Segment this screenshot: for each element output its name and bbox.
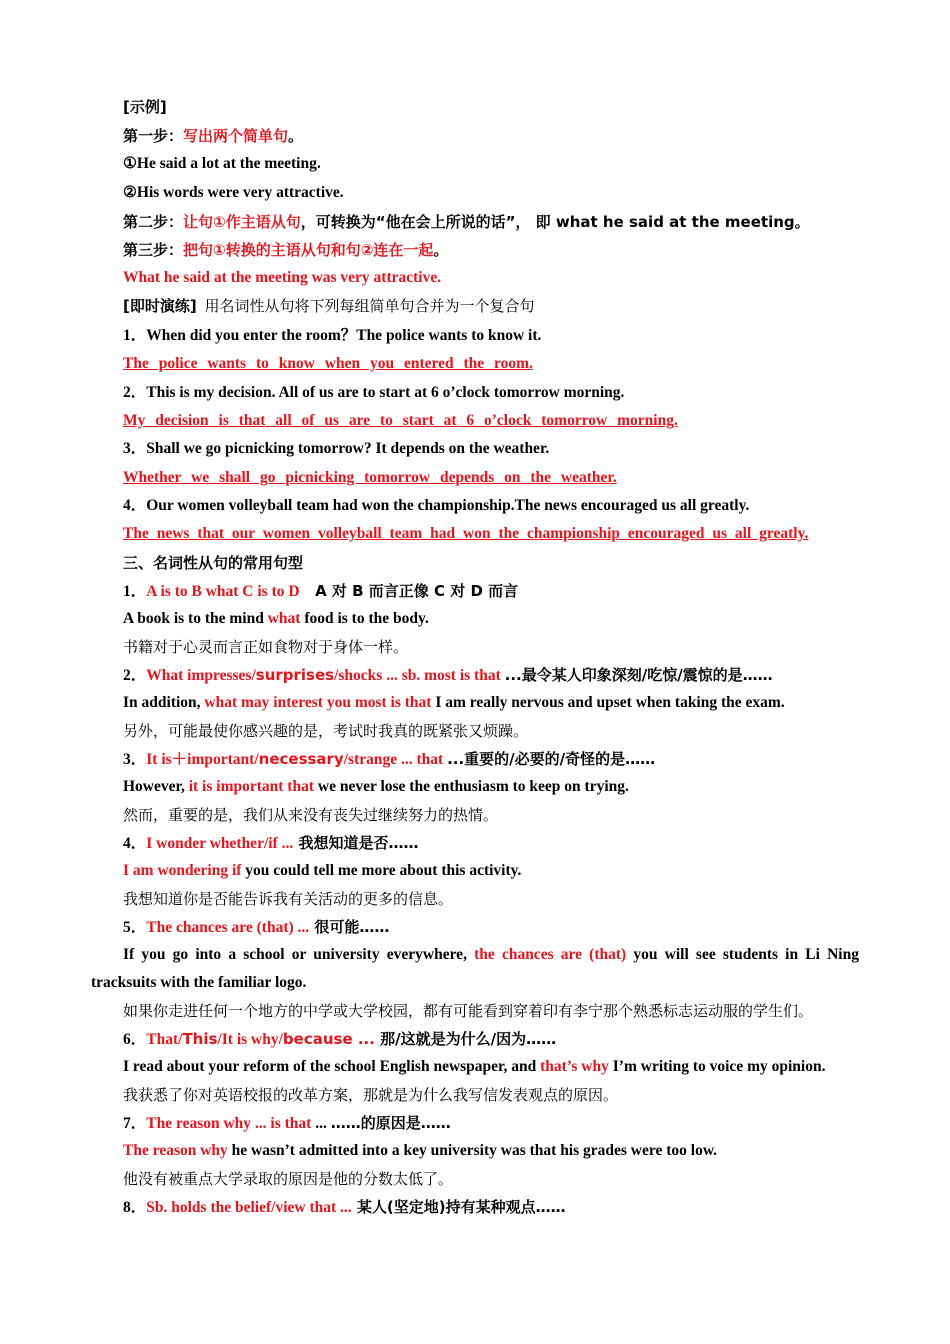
step-2: 第二步：让句①作主语从句，可转换为“他在会上所说的话”， 即 what he said at the meeting。 xyxy=(123,213,810,231)
example-heading: [示例] xyxy=(123,98,167,116)
pattern-6-example: I read about your reform of the school English newspaper, and that’s why I’m writing to voice my opinion. xyxy=(123,1058,826,1075)
practice-answer-3: Whether we shall go picnicking tomorrow depends on the weather. xyxy=(123,469,617,486)
practice-answer-1: The police wants to know when you entered the room. xyxy=(123,355,533,372)
pattern-5-example-cont: tracksuits with the familiar logo. xyxy=(91,974,307,991)
pattern-7-translation: 他没有被重点大学录取的原因是他的分数太低了。 xyxy=(123,1170,454,1188)
practice-question-1: 1．When did you enter the room？The police wants to know it. xyxy=(123,327,542,344)
pattern-6: 6．That/This/It is why/because ... 那/这就是为什么/因为…… xyxy=(123,1030,557,1048)
pattern-4-example: I am wondering if you could tell me more about this activity. xyxy=(123,862,522,879)
pattern-2: 2．What impresses/surprises/shocks ... sb. most is that ...最令某人印象深刻/吃惊/震惊的是…… xyxy=(123,666,773,684)
pattern-5: 5．The chances are (that) ... 很可能…… xyxy=(123,918,390,936)
practice-question-3: 3．Shall we go picnicking tomorrow? It depends on the weather. xyxy=(123,440,550,457)
pattern-3: 3．It is＋important/necessary/strange ... that ...重要的/必要的/奇怪的是…… xyxy=(123,750,656,768)
practice-question-2: 2．This is my decision. All of us are to start at 6 o’clock tomorrow morning. xyxy=(123,384,625,401)
step-1: 第一步：写出两个简单句。 xyxy=(123,127,304,145)
section-3-title: 三、名词性从句的常用句型 xyxy=(123,554,304,572)
pattern-7-example: The reason why he wasn’t admitted into a key university was that his grades were too low. xyxy=(123,1142,718,1159)
pattern-2-example: In addition, what may interest you most is that I am really nervous and upset when taking the exam. xyxy=(123,694,785,711)
pattern-1-example: A book is to the mind what food is to the body. xyxy=(123,610,429,627)
practice-question-4: 4．Our women volleyball team had won the championship.The news encouraged us all greatly. xyxy=(123,497,750,514)
pattern-2-translation: 另外，可能最使你感兴趣的是，考试时我真的既紧张又烦躁。 xyxy=(123,722,529,740)
pattern-7: 7．The reason why ... is that ... ……的原因是…… xyxy=(123,1114,451,1132)
step-3: 第三步：把句①转换的主语从句和句②连在一起。 xyxy=(123,241,449,259)
practice-heading: [即时演练] 用名词性从句将下列每组简单句合并为一个复合句 xyxy=(123,297,535,315)
pattern-8: 8．Sb. holds the belief/view that ... 某人(坚定地)持有某种观点…… xyxy=(123,1198,566,1216)
pattern-5-translation: 如果你走进任何一个地方的中学或大学校园，都有可能看到穿着印有李宁那个熟悉标志运动服的学生们。 xyxy=(123,1002,814,1020)
practice-answer-2: My decision is that all of us are to start at 6 o’clock tomorrow morning. xyxy=(123,412,678,429)
pattern-3-example: However, it is important that we never lose the enthusiasm to keep on trying. xyxy=(123,778,629,795)
example-answer: What he said at the meeting was very attractive. xyxy=(123,269,442,286)
pattern-6-translation: 我获悉了你对英语校报的改革方案，那就是为什么我写信发表观点的原因。 xyxy=(123,1086,619,1104)
practice-answer-4: The news that our women volleyball team had won the championship encouraged us all greatly. xyxy=(123,525,809,542)
pattern-5-example: If you go into a school or university everywhere, the chances are (that) you will see students in Li Ning xyxy=(123,946,859,963)
pattern-1-translation: 书籍对于心灵而言正如食物对于身体一样。 xyxy=(123,638,409,656)
pattern-1: 1．A is to B what C is to D A 对 B 而言正像 C 对 D 而言 xyxy=(123,582,519,600)
pattern-4-translation: 我想知道你是否能告诉我有关活动的更多的信息。 xyxy=(123,890,454,908)
pattern-3-translation: 然而，重要的是，我们从来没有丧失过继续努力的热情。 xyxy=(123,806,499,824)
pattern-4: 4．I wonder whether/if ... 我想知道是否…… xyxy=(123,834,419,852)
simple-sentence-2: ②His words were very attractive. xyxy=(123,184,344,201)
simple-sentence-1: ①He said a lot at the meeting. xyxy=(123,155,321,172)
